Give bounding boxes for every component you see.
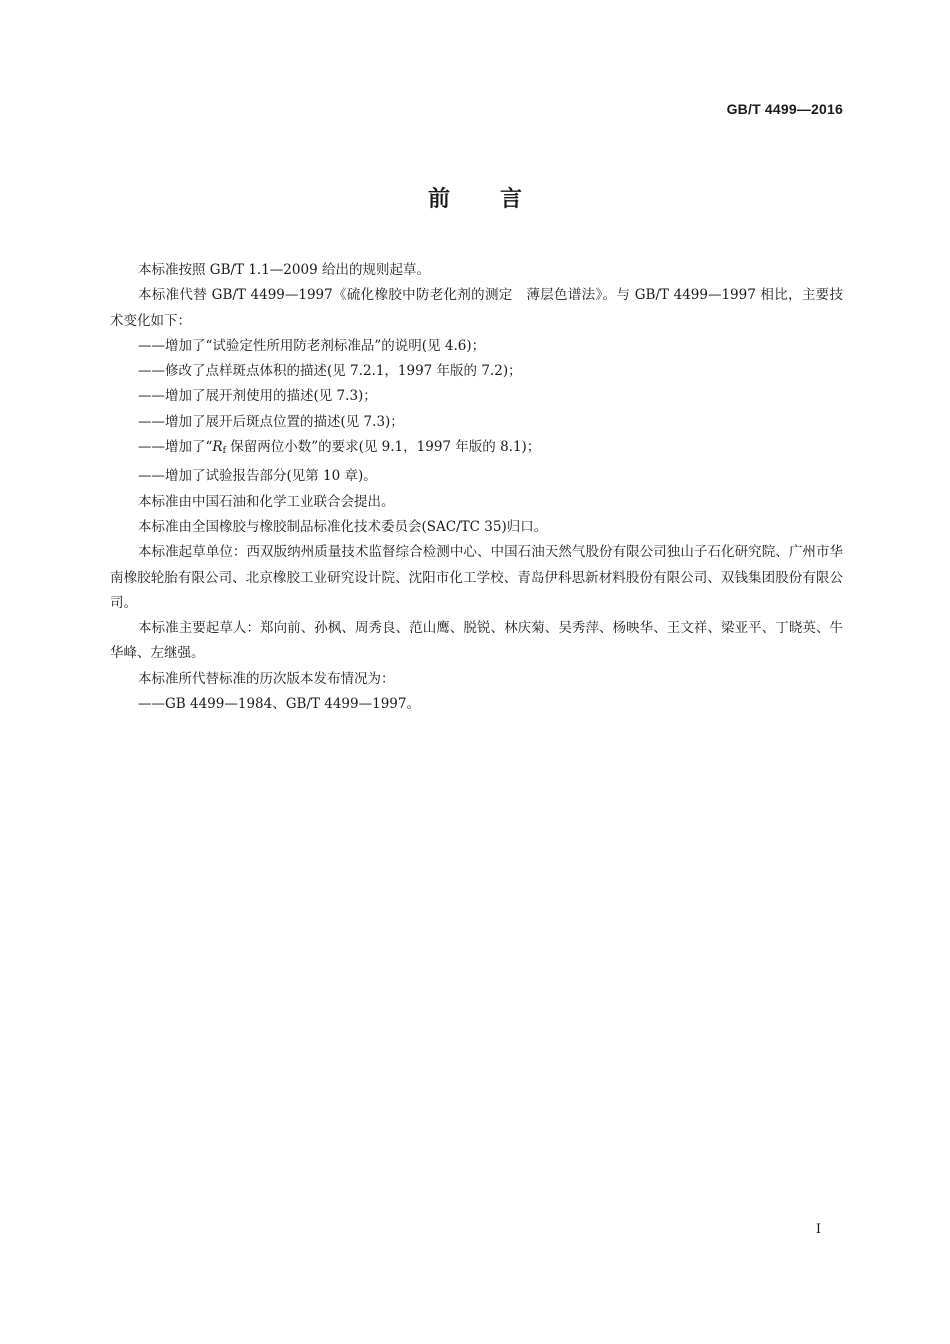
change-item-5-prefix: ——增加了“ [138,439,213,456]
change-item-5 [110,435,843,464]
change-item-6: ——增加了试验报告部分(见第 10 章)。 [138,468,377,485]
page-title [0,182,950,213]
paragraph-previous-editions: 本标准所代替标准的历次版本发布情况为： [138,670,395,687]
change-item-1: ——增加了“试验定性所用防老剂标准品”的说明(见 4.6)； [138,337,486,354]
change-item-3: ——增加了展开剂使用的描述(见 7.3)； [138,388,377,405]
change-item-2: ——修改了点样斑点体积的描述(见 7.2.1，1997 年版的 7.2)； [138,363,522,380]
change-item-5-suffix: 保留两位小数”的要求(见 9.1，1997 年版的 8.1)； [225,439,541,456]
document-code: GB/T 4499—2016 [726,101,843,117]
paragraph-proposer: 本标准由中国石油和化学工业联合会提出。 [138,493,395,510]
foreword-body [110,258,843,717]
rf-subscript: f [222,446,226,457]
title-char-2: 言 [500,187,523,212]
paragraph-committee: 本标准由全国橡胶与橡胶制品标准化技术委员会(SAC/TC 35)归口。 [138,518,548,535]
rf-symbol: R [212,439,223,456]
paragraph-drafters: 本标准主要起草人：郑向前、孙枫、周秀良、范山鹰、脱锐、林庆菊、吴秀萍、杨映华、王文祥、梁亚平、丁晓英、牛华峰、左继强。 [110,620,843,662]
previous-editions-item: ——GB 4499—1984、GB/T 4499—1997。 [138,696,420,713]
change-item-4: ——增加了展开后斑点位置的描述(见 7.3)； [138,413,404,430]
paragraph-replaces: 本标准代替 GB/T 4499—1997《硫化橡胶中防老化剂的测定 薄层色谱法》。与 GB/T 4499—1997 相比，主要技术变化如下： [110,287,843,329]
page-number: I [815,1222,821,1237]
paragraph-drafting-units: 本标准起草单位：西双版纳州质量技术监督综合检测中心、中国石油天然气股份有限公司独山子石化研究院、广州市华南橡胶轮胎有限公司、北京橡胶工业研究设计院、沈阳市化工学校、青岛伊科思新材料股份有限公司、双钱集团股份有限公司。 [110,544,843,611]
title-char-1: 前 [427,187,450,212]
paragraph-drafting-rules: 本标准按照 GB/T 1.1—2009 给出的规则起草。 [138,262,430,278]
